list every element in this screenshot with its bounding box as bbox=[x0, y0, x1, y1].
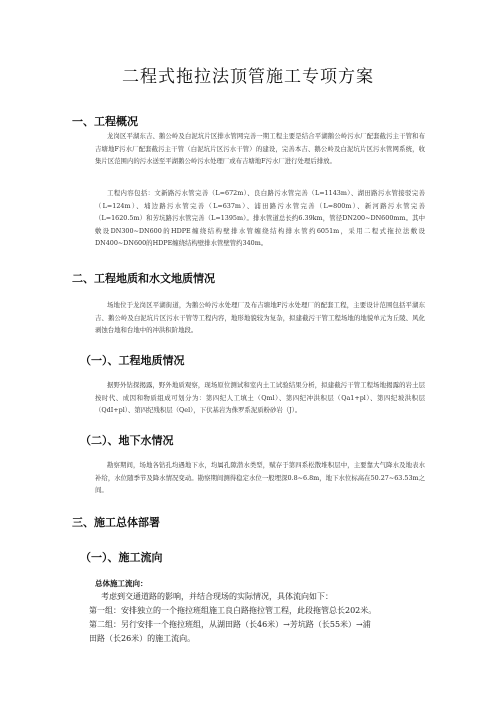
section-2-paragraph: 场地位于龙岗区平湖街道，为鹅公岭污水处理厂及布吉塘地F污水处理厂的配套工程，主要设计范围包括平湖东吉、鹅公岭及白泥坑片区污水干管等工程内容，地形地貌较为复杂，拟建截污干管工程场地的地貌单元为丘陵、风化剥蚀台地和台地中的冲洪积阶地段。 bbox=[95, 301, 425, 334]
flow-line-2: 第一组：安排独立的一个拖拉班组施工良白路拖拉管工程，此段拖管总长202米。 bbox=[89, 606, 377, 615]
section-2-2-paragraph: 勘察期间，场地各钻孔均遇地下水，均属孔隙潜水类型，赋存于第四系松散堆积层中，主要靠大气降水及地表水补给，水位随季节及降水情况变动。勘察期间测得稳定水位一般埋深0.8~6.8m，地下水位标高在50.27~63.53m之间。 bbox=[95, 461, 425, 494]
section-1-paragraph-1: 龙岗区平湖东吉、鹅公岭及白泥坑片区排水管网完善一期工程主要是结合平湖鹅公岭污水厂配套截污主干管和布吉塘地F污水厂配套截污主干管（白泥坑片区污水干管）的建设，完善本吉、鹅公岭及白泥坑片区污水管网系统，收集片区范围内的污水送至平湖鹅公岭污水处理厂或布吉塘地F污水厂进行处理后排放。 bbox=[95, 132, 425, 165]
section-2-heading: 二、工程地质和水文地质情况 bbox=[72, 272, 215, 285]
section-3-heading: 三、施工总体部署 bbox=[72, 516, 160, 529]
section-1-paragraph-2: 工程内容包括：文新路污水管完善（L=672m）、良白路污水管完善（L=1143m）、湖田路污水管接驳完善（L=124m）、埔边路污水管完善（L=637m）、浦田路污水管完善（L=800m）、新河路污水管完善（L=1620.5m）和芳坑路污水管完善（L=1395m）。排水管道总长约6.39km，管径DN200~DN600mm。其中敷设DN300~DN600的HDPE缠绕结构壁排水管缠绕结构排水管约6051m，采用二程式拖拉法敷设DN400~DN600的HDPE缠绕结构壁排水管壁管约340m。 bbox=[95, 189, 425, 247]
section-3-1-heading: （一）、施工流向 bbox=[80, 551, 163, 564]
section-2-1-heading: （一）、工程地质情况 bbox=[80, 354, 185, 367]
section-2-2-heading: （二）、地下水情况 bbox=[80, 434, 174, 447]
document-title: 二程式拖拉法顶管施工专项方案 bbox=[122, 67, 374, 87]
section-2-1-paragraph: 据野外钻探揭露，野外地质观察，现场原位测试和室内土工试验结果分析，拟建截污干管工程场地揭露的岩土层按时代、成因和物质组成可划分为：第四纪人工填土（Qml）、第四纪冲洪积层（Qa1+pl）、第四纪坡洪积层（QdI+pl）、第四纪残积层（Qel），下伏基岩为侏罗系泥质粉砂岩（J）。 bbox=[95, 381, 425, 414]
flow-line-4: 田路（长26米）的施工流向。 bbox=[89, 634, 196, 643]
section-1-heading: 一、工程概况 bbox=[72, 115, 138, 128]
flow-line-1: 考虑到交通道路的影响，并结合现场的实际情况，具体流向如下： bbox=[101, 592, 333, 601]
flow-line-3: 第二组：另行安排一个拖拉班组，从湖田路（长46米）→芳坑路（长55米）→浦 bbox=[89, 620, 371, 629]
flow-direction-label: 总体施工流向： bbox=[95, 579, 148, 588]
